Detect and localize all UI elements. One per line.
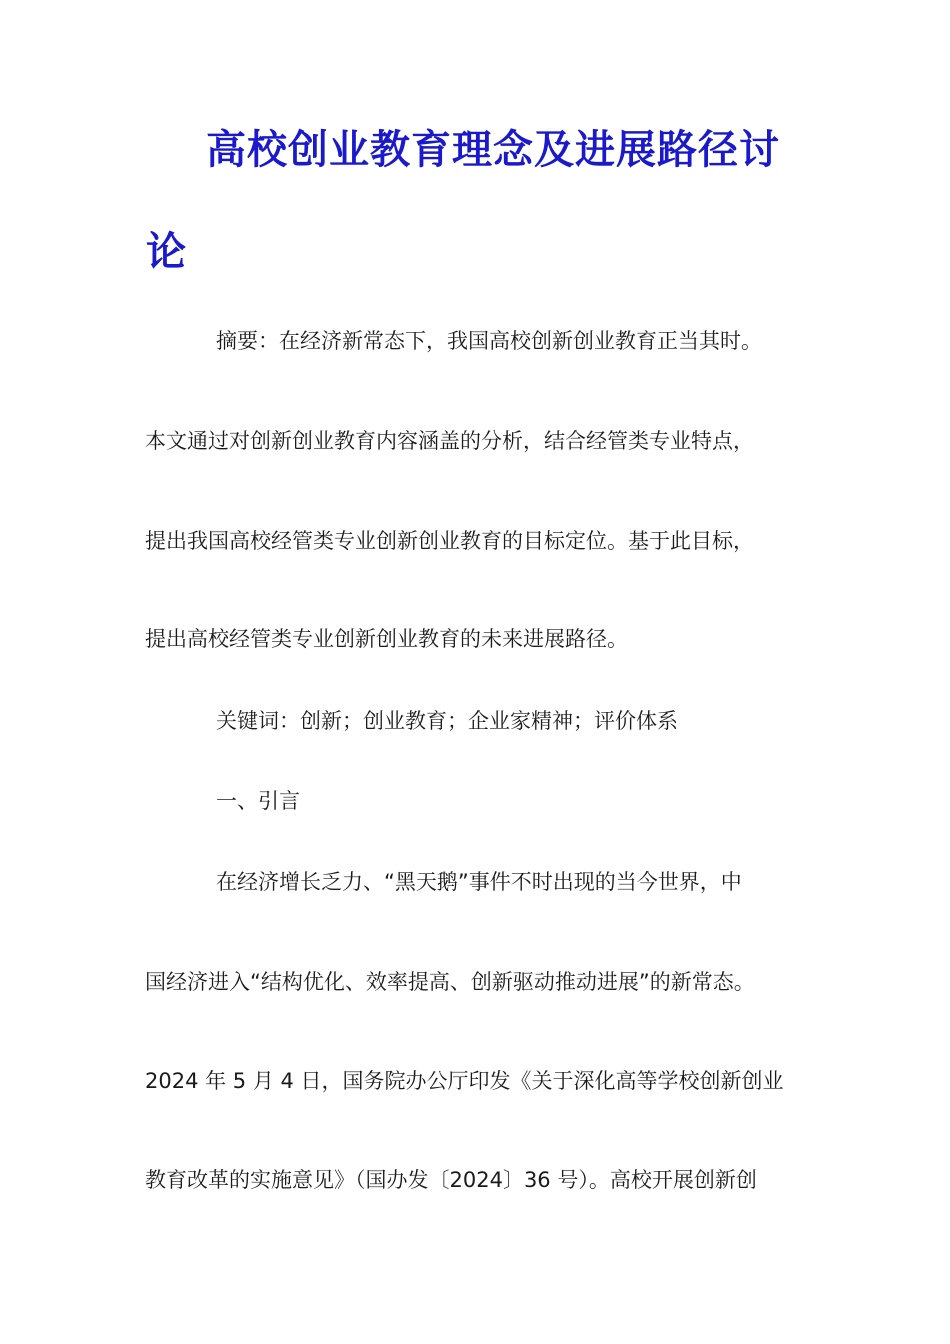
document-title-line-2: 论: [146, 228, 187, 275]
abstract-line-4: 提出高校经管类专业创新创业教育的未来进展路径。: [145, 627, 628, 651]
intro-line-1: 在经济增长乏力、“黑天鹅”事件不时出现的当今世界，中: [216, 870, 742, 894]
keywords-line: 关键词：创新；创业教育；企业家精神；评价体系: [216, 709, 678, 733]
section-heading-intro: 一、引言: [216, 789, 300, 813]
abstract-line-3: 提出我国高校经管类专业创新创业教育的目标定位。基于此目标，: [145, 529, 754, 553]
intro-line-4: 教育改革的实施意见》（国办发〔2024〕36 号）。高校开展创新创: [145, 1168, 757, 1192]
document-title-line-1: 高校创业教育理念及进展路径讨: [206, 126, 780, 173]
abstract-line-2: 本文通过对创新创业教育内容涵盖的分析，结合经管类专业特点，: [145, 429, 754, 453]
intro-line-3: 2024 年 5 月 4 日，国务院办公厅印发《关于深化高等学校创新创业: [145, 1069, 784, 1093]
intro-line-2: 国经济进入“结构优化、效率提高、创新驱动推动进展”的新常态。: [145, 970, 755, 994]
abstract-line-1: 摘要：在经济新常态下，我国高校创新创业教育正当其时。: [216, 329, 762, 353]
